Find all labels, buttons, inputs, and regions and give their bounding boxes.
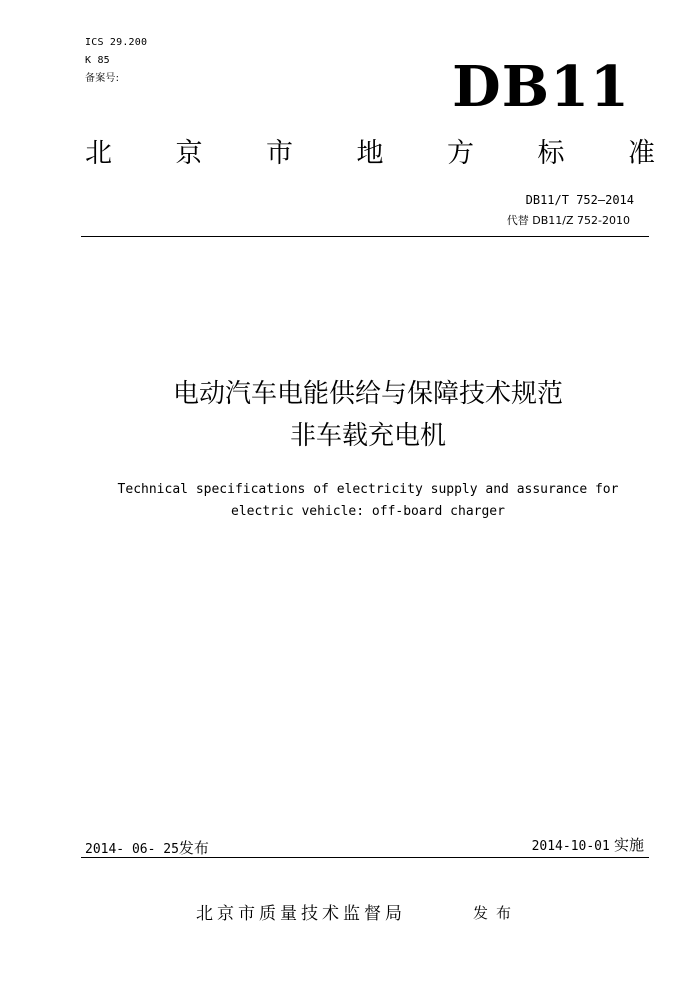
record-number-label: 备案号: [85, 73, 120, 84]
replaces-standard: 代替 DB11/Z 752-2010 [506, 214, 630, 227]
implementation-date-label: 实施 [613, 836, 644, 854]
issuing-authority: 北京市质量技术监督局 [196, 904, 406, 924]
standard-number: DB11/T 752—2014 [525, 193, 634, 207]
title-english-line-2: electric vehicle: off-board charger [231, 504, 505, 519]
title-chinese-line-1: 电动汽车电能供给与保障技术规范 [172, 379, 563, 409]
header-divider [81, 236, 649, 237]
issue-date-label: 发布 [178, 839, 209, 857]
db-logo: DB11 [452, 54, 630, 120]
issue-date-value: 2014- 06- 25 [85, 842, 179, 857]
authority-char: 地 [356, 138, 384, 169]
implementation-date-value: 2014-10-01 [531, 839, 610, 854]
authority-char: 北 [85, 138, 112, 169]
footer-divider [81, 857, 649, 858]
title-english-line-1: Technical specifications of electricity supply and assurance for [117, 482, 619, 497]
standard-authority-title [85, 136, 655, 172]
issue-word: 发布 [473, 904, 520, 922]
ics-code: ICS 29.200 [85, 37, 148, 48]
authority-char: 标 [537, 138, 565, 169]
issue-date [85, 839, 209, 859]
implementation-date [532, 836, 644, 856]
authority-char: 市 [266, 138, 293, 169]
title-chinese-line-2: 非车载充电机 [289, 421, 446, 451]
classification-code: K 85 [85, 55, 110, 66]
authority-char: 京 [175, 138, 203, 169]
authority-char: 准 [628, 138, 655, 169]
authority-char: 方 [447, 138, 474, 169]
